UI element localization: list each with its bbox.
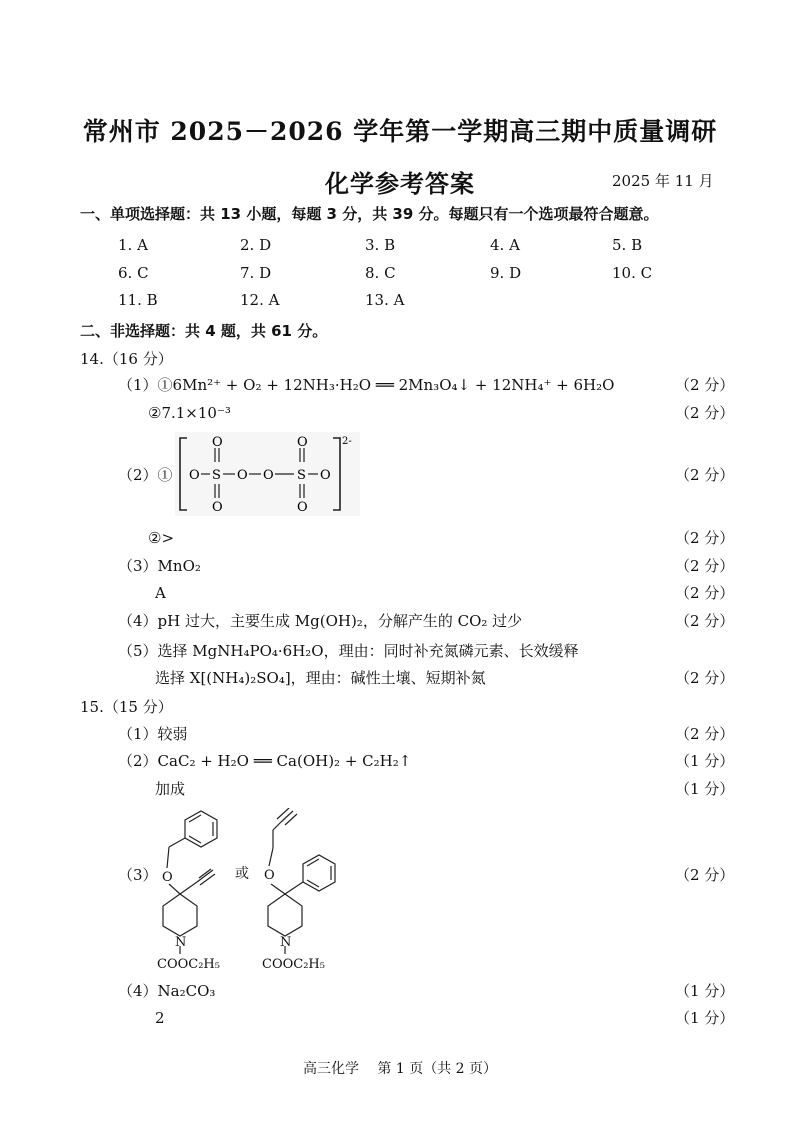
answer-9: 9. D — [490, 264, 522, 282]
struct1-piperidine-ring — [163, 894, 197, 936]
exam-date: 2025 年 11 月 — [612, 172, 714, 190]
structure-or: 或 — [235, 866, 249, 882]
q15-row-1 — [0, 721, 800, 747]
answer-8: 8. C — [365, 264, 396, 282]
q14-label-row — [0, 346, 800, 372]
section2-heading-row — [0, 318, 800, 344]
answer-13: 13. A — [365, 291, 405, 309]
page-title: 常州市 2025－2026 学年第一学期高三期中质量调研 — [82, 117, 718, 146]
struct-o-peroxy-1: O — [237, 468, 248, 483]
section1-heading: 一、单项选择题：共 13 小题，每题 3 分，共 39 分。每题只有一个选项最符合题意。 — [80, 205, 659, 223]
answer-7: 7. D — [240, 264, 272, 282]
q15-2-reaction-type: 加成 — [155, 780, 186, 798]
q15-3-label: （3） — [118, 866, 158, 884]
struct-o-right: O — [320, 468, 331, 483]
q15-1-points: （2 分） — [675, 725, 735, 743]
struct-s-1: S — [212, 468, 221, 483]
struct-o-bottom-1: O — [212, 500, 223, 515]
answer-12: 12. A — [240, 291, 280, 309]
answer-3: 3. B — [365, 236, 396, 254]
q15-4-2-points: （1 分） — [675, 1009, 735, 1027]
struct-charge: 2- — [342, 436, 352, 447]
q14-row-6 — [0, 580, 800, 606]
q15-structures — [145, 808, 380, 980]
section1-heading-row — [0, 201, 800, 227]
struct-o-top-2: O — [297, 435, 308, 450]
q14-3-answer: （3）MnO₂ — [118, 557, 201, 575]
struct1-n: N — [175, 935, 187, 950]
q15-row-6 — [0, 1005, 800, 1031]
q14-3-points: （2 分） — [675, 557, 735, 575]
q15-1-answer: （1）较弱 — [118, 725, 188, 743]
q14-2-2-points: （2 分） — [675, 529, 735, 547]
struct1-benzene-ring — [185, 811, 217, 847]
struct2-benzene-ring — [303, 855, 335, 891]
struct-o-top-1: O — [212, 435, 223, 450]
q15-label: 15.（15 分） — [80, 698, 173, 716]
struct-o-bottom-2: O — [297, 500, 308, 515]
q14-1-answer-2: ②7.1×10⁻³ — [148, 404, 231, 422]
q15-3-points: （2 分） — [675, 866, 735, 884]
q15-2-points: （1 分） — [675, 752, 735, 770]
q14-row-3 — [0, 462, 800, 488]
q14-1-2-points: （2 分） — [675, 404, 735, 422]
q14-row-9 — [0, 665, 800, 691]
q15-row-4 — [0, 862, 800, 888]
answer-6: 6. C — [118, 264, 149, 282]
q15-row-5 — [0, 978, 800, 1004]
struct-o-peroxy-2: O — [263, 468, 274, 483]
q14-4-points: （2 分） — [675, 612, 735, 630]
q14-5-points: （2 分） — [675, 669, 735, 687]
struct-o-left: O — [189, 468, 200, 483]
q15-4-answer: （4）Na₂CO₃ — [118, 982, 216, 1000]
q14-row-5 — [0, 553, 800, 579]
q14-label: 14.（16 分） — [80, 350, 173, 368]
answer-10: 10. C — [612, 264, 653, 282]
q15-2-2-points: （1 分） — [675, 780, 735, 798]
struct-s-2: S — [297, 468, 306, 483]
q14-row-7 — [0, 608, 800, 634]
struct2-piperidine-ring — [268, 894, 302, 936]
q15-2-equation: （2）CaC₂ + H₂O ══ Ca(OH)₂ + C₂H₂↑ — [118, 752, 412, 770]
answer-2: 2. D — [240, 236, 272, 254]
q15-4-answer-2: 2 — [155, 1009, 165, 1027]
q14-1-equation: （1）①6Mn²⁺ + O₂ + 12NH₃·H₂O ══ 2Mn₃O₄↓ + 12NH₄⁺ + 6H₂O — [118, 376, 615, 394]
q14-row-4 — [0, 525, 800, 551]
struct2-n: N — [280, 935, 292, 950]
answer-4: 4. A — [490, 236, 520, 254]
q14-1-points: （2 分） — [675, 376, 735, 394]
answer-5: 5. B — [612, 236, 643, 254]
q14-5-answer-1: （5）选择 MgNH₄PO₄·6H₂O，理由：同时补充氮磷元素、长效缓释 — [118, 642, 579, 660]
q14-row-8 — [0, 638, 800, 664]
q15-label-row — [0, 694, 800, 720]
q14-2-label: （2）① — [118, 466, 173, 484]
q15-4-points: （1 分） — [675, 982, 735, 1000]
struct1-ester: COOC₂H₅ — [157, 957, 220, 972]
struct1-o: O — [162, 870, 173, 885]
q14-5-answer-2: 选择 X[(NH₄)₂SO₄]，理由：碱性土壤、短期补氮 — [155, 669, 486, 687]
q15-row-3 — [0, 776, 800, 802]
q14-3-answer-2: A — [155, 584, 166, 602]
q14-2-points: （2 分） — [675, 466, 735, 484]
answer-1: 1. A — [118, 236, 148, 254]
q15-row-2 — [0, 748, 800, 774]
q14-row-2 — [0, 400, 800, 426]
page-footer: 高三化学 第 1 页（共 2 页） — [302, 1061, 498, 1077]
struct2-o: O — [264, 868, 275, 883]
answer-11: 11. B — [118, 291, 158, 309]
q14-3-2-points: （2 分） — [675, 584, 735, 602]
peroxodisulfate-structure — [175, 432, 360, 516]
struct2-ester: COOC₂H₅ — [262, 957, 325, 972]
q14-2-answer-2: ②> — [148, 529, 175, 547]
q14-row-1 — [0, 372, 800, 398]
page-subtitle: 化学参考答案 — [325, 169, 475, 198]
q14-4-answer: （4）pH 过大，主要生成 Mg(OH)₂，分解产生的 CO₂ 过少 — [118, 612, 523, 630]
section2-heading: 二、非选择题：共 4 题，共 61 分。 — [80, 322, 328, 340]
